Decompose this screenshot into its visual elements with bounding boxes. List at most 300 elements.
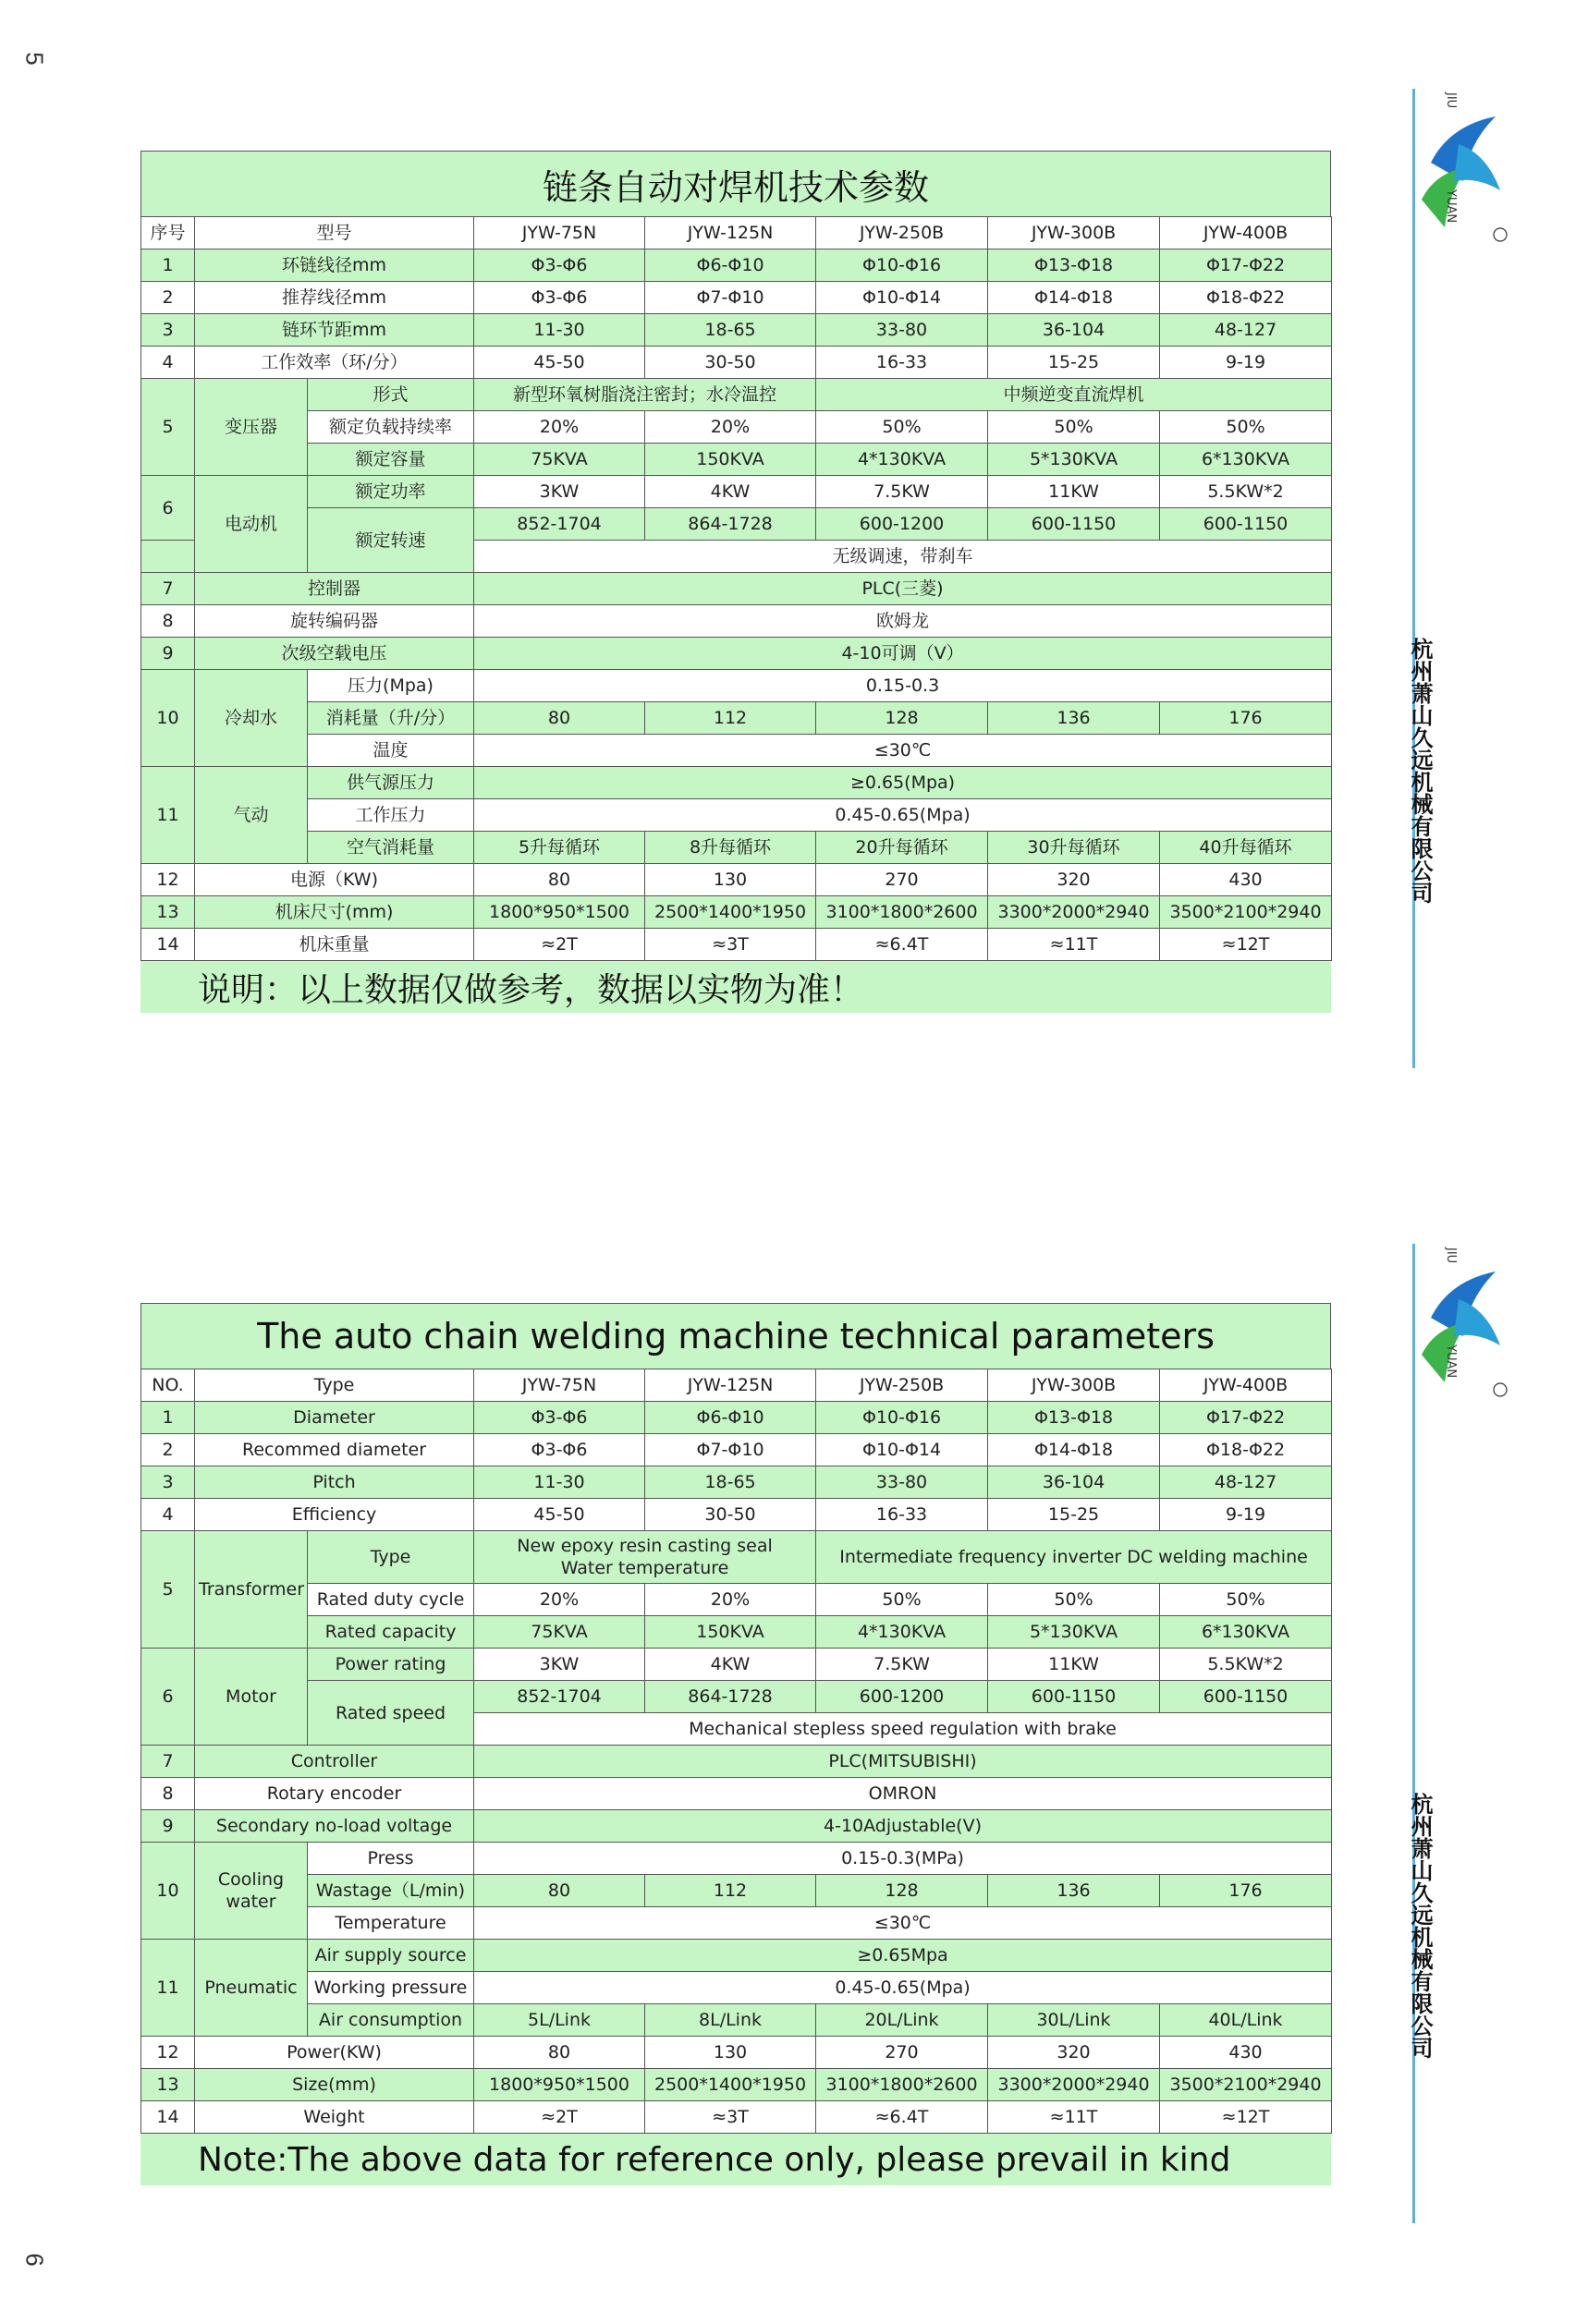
table-cell: 9-19 — [1160, 347, 1332, 379]
table-cell: 11 — [141, 767, 195, 864]
table-cell: 变压器 — [195, 379, 308, 476]
table-cell: 3 — [141, 1466, 195, 1499]
table-title: The auto chain welding machine technical parameters — [140, 1303, 1331, 1369]
header-cell: JYW-125N — [645, 1369, 816, 1402]
table-cell: 112 — [645, 702, 816, 735]
table-cell: 430 — [1160, 864, 1332, 896]
table-cell: 600-1150 — [988, 1681, 1160, 1713]
table-cell: 33-80 — [816, 314, 988, 347]
table-cell: 33-80 — [816, 1466, 988, 1499]
table-cell: 48-127 — [1160, 1466, 1332, 1499]
table-row — [141, 2069, 1332, 2101]
table-cell: 15-25 — [988, 347, 1160, 379]
table-row — [141, 929, 1332, 961]
table-cell: Power(KW) — [195, 2037, 474, 2069]
table-cell: 15-25 — [988, 1499, 1160, 1531]
table-cell: 压力(Mpa) — [308, 670, 474, 702]
table-cell: 45-50 — [474, 1499, 645, 1531]
table-row — [141, 702, 1332, 735]
table-cell: 控制器 — [195, 573, 474, 605]
header-cell: Type — [195, 1369, 474, 1402]
table-cell: 30升每循环 — [988, 832, 1160, 864]
table-cell: 3300*2000*2940 — [988, 896, 1160, 929]
table-cell: 18-65 — [645, 1466, 816, 1499]
table-cell: 600-1200 — [816, 508, 988, 541]
table-cell: Φ18-Φ22 — [1160, 282, 1332, 314]
table-cell: 18-65 — [645, 314, 816, 347]
table-cell: 430 — [1160, 2037, 1332, 2069]
table-cell: 1800*950*1500 — [474, 2069, 645, 2101]
table-header-row — [141, 217, 1332, 249]
table-cell: OMRON — [474, 1778, 1332, 1810]
table-cell: 30-50 — [645, 347, 816, 379]
table-cell: 50% — [816, 411, 988, 444]
table-cell: 2500*1400*1950 — [645, 896, 816, 929]
table-cell: 冷却水 — [195, 670, 308, 767]
table-cell: Φ17-Φ22 — [1160, 1402, 1332, 1434]
table-cell: 20% — [645, 411, 816, 444]
table-cell: Φ13-Φ18 — [988, 249, 1160, 282]
page-number-bottom: 6 — [20, 2253, 49, 2267]
table-cell: 机床尺寸(mm) — [195, 896, 474, 929]
table-cell: 1 — [141, 1402, 195, 1434]
table-cell: 20L/Link — [816, 2004, 988, 2037]
table-cell: 176 — [1160, 1875, 1332, 1907]
table-cell: 3KW — [474, 1649, 645, 1681]
table-row — [141, 1584, 1332, 1616]
table-row — [141, 638, 1332, 670]
table-cell: 128 — [816, 702, 988, 735]
table-cell: 工作压力 — [308, 799, 474, 832]
table-cell: 9-19 — [1160, 1499, 1332, 1531]
company-name-vertical: 杭州萧山久远机械有限公司 — [1407, 638, 1434, 904]
brand-logo — [1412, 1244, 1514, 1405]
table-cell: Φ6-Φ10 — [645, 249, 816, 282]
table-cell: 工作效率（环/分） — [195, 347, 474, 379]
table-cell: 5.5KW*2 — [1160, 1649, 1332, 1681]
table-row — [141, 1843, 1332, 1875]
table-cell: 0.15-0.3 — [474, 670, 1332, 702]
table-cell: 4 — [141, 1499, 195, 1531]
table-cell: 8 — [141, 605, 195, 638]
cell-text-line: Cooling — [217, 1869, 285, 1890]
table-cell: ≈2T — [474, 929, 645, 961]
table-cell: 36-104 — [988, 314, 1160, 347]
table-cell: 温度 — [308, 735, 474, 767]
table-cell: 旋转编码器 — [195, 605, 474, 638]
table-row — [141, 670, 1332, 702]
table-cell: 3100*1800*2600 — [816, 2069, 988, 2101]
table-cell: 0.15-0.3(MPa) — [474, 1843, 1332, 1875]
table-cell: 40L/Link — [1160, 2004, 1332, 2037]
table-cell: Mechanical stepless speed regulation with brake — [474, 1713, 1332, 1746]
table-row — [141, 832, 1332, 864]
table-cell: 270 — [816, 2037, 988, 2069]
table-row — [141, 605, 1332, 638]
table-row — [141, 508, 1332, 541]
table-cell: Secondary no-load voltage — [195, 1810, 474, 1843]
table-row — [141, 1778, 1332, 1810]
table-cell: Diameter — [195, 1402, 474, 1434]
table-cell: 4-10Adjustable(V) — [474, 1810, 1332, 1843]
table-cell: Air supply source — [308, 1940, 474, 1972]
table-cell: 5.5KW*2 — [1160, 476, 1332, 508]
table-cell: 45-50 — [474, 347, 645, 379]
table-cell: 4KW — [645, 1649, 816, 1681]
table-cell: 9 — [141, 1810, 195, 1843]
table-row — [141, 1499, 1332, 1531]
table-cell: 320 — [988, 864, 1160, 896]
header-cell: JYW-75N — [474, 1369, 645, 1402]
table-cell: 4*130KVA — [816, 1616, 988, 1649]
table-cell: 20% — [645, 1584, 816, 1616]
table-cell: ≈12T — [1160, 929, 1332, 961]
table-row — [141, 347, 1332, 379]
table-cell: Φ10-Φ14 — [816, 1434, 988, 1466]
table-cell: 130 — [645, 864, 816, 896]
spec-table — [140, 216, 1332, 961]
table-cell: 50% — [988, 411, 1160, 444]
brand-pinyin-jiu: JIU — [1444, 92, 1458, 109]
table-cell: Φ10-Φ14 — [816, 282, 988, 314]
table-cell: 50% — [1160, 411, 1332, 444]
header-cell: JYW-300B — [988, 1369, 1160, 1402]
table-cell: Rated duty cycle — [308, 1584, 474, 1616]
brand-pinyin-jiu: JIU — [1444, 1247, 1458, 1264]
header-cell: 型号 — [195, 217, 474, 249]
table-cell: 11KW — [988, 476, 1160, 508]
table-cell: 600-1150 — [988, 508, 1160, 541]
table-cell: 80 — [474, 864, 645, 896]
table-cell: Recommed diameter — [195, 1434, 474, 1466]
table-cell: 80 — [474, 1875, 645, 1907]
table-row — [141, 2037, 1332, 2069]
table-cell: 新型环氧树脂浇注密封；水冷温控 — [474, 379, 816, 411]
table-cell: ≤30℃ — [474, 1907, 1332, 1940]
table-row — [141, 799, 1332, 832]
table-row — [141, 249, 1332, 282]
spec-table-cn — [140, 151, 1331, 1013]
table-cell: 中频逆变直流焊机 — [816, 379, 1332, 411]
table-cell: Controller — [195, 1746, 474, 1778]
table-cell: Weight — [195, 2101, 474, 2134]
cell-text-line: Water temperature — [560, 1558, 729, 1578]
table-cell: 5 — [141, 379, 195, 476]
table-cell: Motor — [195, 1649, 308, 1746]
table-cell: ≤30℃ — [474, 735, 1332, 767]
table-row — [141, 1434, 1332, 1466]
table-row — [141, 314, 1332, 347]
table-row — [141, 1810, 1332, 1843]
table-row — [141, 1531, 1332, 1584]
table-cell: 8 — [141, 1778, 195, 1810]
table-cell: 150KVA — [645, 444, 816, 476]
table-cell: 13 — [141, 2069, 195, 2101]
table-cell: 3100*1800*2600 — [816, 896, 988, 929]
table-cell: 600-1150 — [1160, 508, 1332, 541]
table-cell: ≈12T — [1160, 2101, 1332, 2134]
table-cell: Φ3-Φ6 — [474, 282, 645, 314]
table-cell: Efficiency — [195, 1499, 474, 1531]
header-cell: JYW-250B — [816, 217, 988, 249]
table-cell: 320 — [988, 2037, 1160, 2069]
table-cell: 864-1728 — [645, 508, 816, 541]
table-cell: 12 — [141, 2037, 195, 2069]
table-row — [141, 476, 1332, 508]
table-row — [141, 1940, 1332, 1972]
table-cell: 次级空载电压 — [195, 638, 474, 670]
jiuyuan-logo-icon — [1412, 1244, 1514, 1401]
table-cell: ≈3T — [645, 2101, 816, 2134]
table-cell: 50% — [1160, 1584, 1332, 1616]
brand-pinyin-yuan: YUAN — [1444, 1345, 1458, 1379]
table-row — [141, 1466, 1332, 1499]
table-row — [141, 1681, 1332, 1713]
table-cell: Φ17-Φ22 — [1160, 249, 1332, 282]
table-cell: Φ10-Φ16 — [816, 249, 988, 282]
table-cell: 0.45-0.65(Mpa) — [474, 799, 1332, 832]
table-cell: Intermediate frequency inverter DC welding machine — [816, 1531, 1332, 1584]
table-cell — [474, 1531, 816, 1584]
header-cell: JYW-300B — [988, 217, 1160, 249]
table-cell: 5升每循环 — [474, 832, 645, 864]
table-cell: 600-1200 — [816, 1681, 988, 1713]
table-cell: 14 — [141, 929, 195, 961]
table-cell: 80 — [474, 2037, 645, 2069]
table-cell: 供气源压力 — [308, 767, 474, 799]
table-cell: Pitch — [195, 1466, 474, 1499]
table-cell: 1800*950*1500 — [474, 896, 645, 929]
table-cell: 6 — [141, 476, 195, 541]
table-cell: ≈6.4T — [816, 929, 988, 961]
table-cell: 3300*2000*2940 — [988, 2069, 1160, 2101]
table-cell: 7 — [141, 573, 195, 605]
table-cell: 5 — [141, 1531, 195, 1649]
table-cell: 30-50 — [645, 1499, 816, 1531]
table-cell — [195, 1843, 308, 1940]
spec-table — [140, 1369, 1332, 2134]
table-row — [141, 767, 1332, 799]
table-cell: 150KVA — [645, 1616, 816, 1649]
table-cell: 11KW — [988, 1649, 1160, 1681]
table-cell: Air consumption — [308, 2004, 474, 2037]
header-cell: NO. — [141, 1369, 195, 1402]
table-cell: 11 — [141, 1940, 195, 2037]
table-cell: ≈3T — [645, 929, 816, 961]
table-cell: Φ3-Φ6 — [474, 249, 645, 282]
table-row — [141, 573, 1332, 605]
table-cell: Type — [308, 1531, 474, 1584]
table-cell: Φ10-Φ16 — [816, 1402, 988, 1434]
page-number-top: 5 — [20, 52, 49, 66]
header-cell: JYW-125N — [645, 217, 816, 249]
table-cell: 3KW — [474, 476, 645, 508]
brand-logo — [1412, 89, 1514, 249]
table-row — [141, 896, 1332, 929]
brand-pinyin-yuan: YUAN — [1444, 189, 1458, 224]
table-cell: 50% — [816, 1584, 988, 1616]
table-cell: Φ14-Φ18 — [988, 282, 1160, 314]
table-cell: 环链线径mm — [195, 249, 474, 282]
table-cell: Φ6-Φ10 — [645, 1402, 816, 1434]
table-cell: Rated speed — [308, 1681, 474, 1746]
table-cell: 14 — [141, 2101, 195, 2134]
table-row — [141, 864, 1332, 896]
table-cell: Working pressure — [308, 1972, 474, 2004]
table-cell: 50% — [988, 1584, 1160, 1616]
table-cell: Φ13-Φ18 — [988, 1402, 1160, 1434]
table-cell: 176 — [1160, 702, 1332, 735]
table-header-row — [141, 1369, 1332, 1402]
table-cell: Rated capacity — [308, 1616, 474, 1649]
header-cell: JYW-400B — [1160, 217, 1332, 249]
cell-text-line: New epoxy resin casting seal — [517, 1536, 773, 1556]
table-row — [141, 282, 1332, 314]
table-cell: ≥0.65Mpa — [474, 1940, 1332, 1972]
table-row — [141, 1402, 1332, 1434]
header-cell: 序号 — [141, 217, 195, 249]
table-cell: 推荐线径mm — [195, 282, 474, 314]
table-cell: 16-33 — [816, 1499, 988, 1531]
table-cell: 112 — [645, 1875, 816, 1907]
table-cell: 11-30 — [474, 1466, 645, 1499]
table-cell: Φ18-Φ22 — [1160, 1434, 1332, 1466]
table-cell: 4-10可调（V） — [474, 638, 1332, 670]
table-cell: 消耗量（升/分） — [308, 702, 474, 735]
table-cell: 128 — [816, 1875, 988, 1907]
table-row — [141, 2101, 1332, 2134]
table-cell: 9 — [141, 638, 195, 670]
table-cell: PLC(MITSUBISHI) — [474, 1746, 1332, 1778]
table-title: 链条自动对焊机技术参数 — [140, 151, 1331, 216]
table-cell: 11-30 — [474, 314, 645, 347]
table-cell: 600-1150 — [1160, 1681, 1332, 1713]
table-cell: Size(mm) — [195, 2069, 474, 2101]
header-cell: JYW-75N — [474, 217, 645, 249]
table-cell: ≈2T — [474, 2101, 645, 2134]
table-cell: 7 — [141, 1746, 195, 1778]
table-cell: 75KVA — [474, 1616, 645, 1649]
table-cell: 3 — [141, 314, 195, 347]
table-cell: Transformer — [195, 1531, 308, 1649]
table-cell: Temperature — [308, 1907, 474, 1940]
table-cell: 20% — [474, 411, 645, 444]
spec-table-en — [140, 1303, 1331, 2185]
table-cell: 6*130KVA — [1160, 1616, 1332, 1649]
table-cell: ≈11T — [988, 2101, 1160, 2134]
table-cell: 852-1704 — [474, 1681, 645, 1713]
table-cell: PLC(三菱) — [474, 573, 1332, 605]
table-cell: 4*130KVA — [816, 444, 988, 476]
table-row — [141, 1875, 1332, 1907]
table-cell: 0.45-0.65(Mpa) — [474, 1972, 1332, 2004]
table-cell: 6 — [141, 1649, 195, 1746]
table-cell: 75KVA — [474, 444, 645, 476]
table-cell: 7.5KW — [816, 1649, 988, 1681]
table-cell: 4 — [141, 347, 195, 379]
table-cell: 空气消耗量 — [308, 832, 474, 864]
table-note: 说明：以上数据仅做参考，数据以实物为准！ — [140, 961, 1331, 1013]
table-cell: 20升每循环 — [816, 832, 988, 864]
table-cell: Power rating — [308, 1649, 474, 1681]
table-cell: 2 — [141, 282, 195, 314]
table-cell: Φ7-Φ10 — [645, 1434, 816, 1466]
table-cell: 无级调速，带刹车 — [474, 541, 1332, 573]
table-cell: 气动 — [195, 767, 308, 864]
table-cell: 136 — [988, 1875, 1160, 1907]
table-cell: 10 — [141, 670, 195, 767]
jiuyuan-logo-icon — [1412, 89, 1514, 246]
table-cell: 136 — [988, 702, 1160, 735]
table-cell: ≈11T — [988, 929, 1160, 961]
table-cell: 额定负载持续率 — [308, 411, 474, 444]
table-cell: 5L/Link — [474, 2004, 645, 2037]
table-row — [141, 1649, 1332, 1681]
table-cell: 852-1704 — [474, 508, 645, 541]
table-cell: Φ7-Φ10 — [645, 282, 816, 314]
table-cell: 40升每循环 — [1160, 832, 1332, 864]
table-cell: 机床重量 — [195, 929, 474, 961]
table-cell: Press — [308, 1843, 474, 1875]
company-name-vertical: 杭州萧山久远机械有限公司 — [1407, 1793, 1434, 2059]
table-cell: 欧姆龙 — [474, 605, 1332, 638]
table-cell: 130 — [645, 2037, 816, 2069]
table-cell: 6*130KVA — [1160, 444, 1332, 476]
table-cell: 3500*2100*2940 — [1160, 2069, 1332, 2101]
table-row — [141, 735, 1332, 767]
table-cell: 7.5KW — [816, 476, 988, 508]
table-cell: 16-33 — [816, 347, 988, 379]
table-cell: Wastage（L/min) — [308, 1875, 474, 1907]
table-cell: 36-104 — [988, 1466, 1160, 1499]
table-cell: 12 — [141, 864, 195, 896]
table-row — [141, 1972, 1332, 2004]
table-cell: 链环节距mm — [195, 314, 474, 347]
cell-text-line: water — [226, 1892, 276, 1912]
table-cell: ≈6.4T — [816, 2101, 988, 2134]
table-cell: 3500*2100*2940 — [1160, 896, 1332, 929]
table-cell: 5*130KVA — [988, 444, 1160, 476]
table-cell: Rotary encoder — [195, 1778, 474, 1810]
table-row — [141, 379, 1332, 411]
table-cell — [141, 541, 195, 573]
table-cell: 额定功率 — [308, 476, 474, 508]
table-cell: 1 — [141, 249, 195, 282]
table-cell: 额定容量 — [308, 444, 474, 476]
table-cell: Φ3-Φ6 — [474, 1402, 645, 1434]
table-cell: 10 — [141, 1843, 195, 1940]
table-row — [141, 411, 1332, 444]
table-cell: 864-1728 — [645, 1681, 816, 1713]
table-cell: 4KW — [645, 476, 816, 508]
table-note: Note:The above data for reference only, please prevail in kind — [140, 2134, 1331, 2185]
table-cell: 2 — [141, 1434, 195, 1466]
table-cell: 电动机 — [195, 476, 308, 573]
table-cell: 额定转速 — [308, 508, 474, 573]
table-row — [141, 1616, 1332, 1649]
table-row — [141, 1907, 1332, 1940]
table-cell: 5*130KVA — [988, 1616, 1160, 1649]
table-cell: 80 — [474, 702, 645, 735]
table-cell: 270 — [816, 864, 988, 896]
table-cell: 形式 — [308, 379, 474, 411]
table-cell: Φ14-Φ18 — [988, 1434, 1160, 1466]
table-cell: 30L/Link — [988, 2004, 1160, 2037]
table-row — [141, 1746, 1332, 1778]
table-cell: 2500*1400*1950 — [645, 2069, 816, 2101]
table-cell: Pneumatic — [195, 1940, 308, 2037]
table-cell: 8L/Link — [645, 2004, 816, 2037]
